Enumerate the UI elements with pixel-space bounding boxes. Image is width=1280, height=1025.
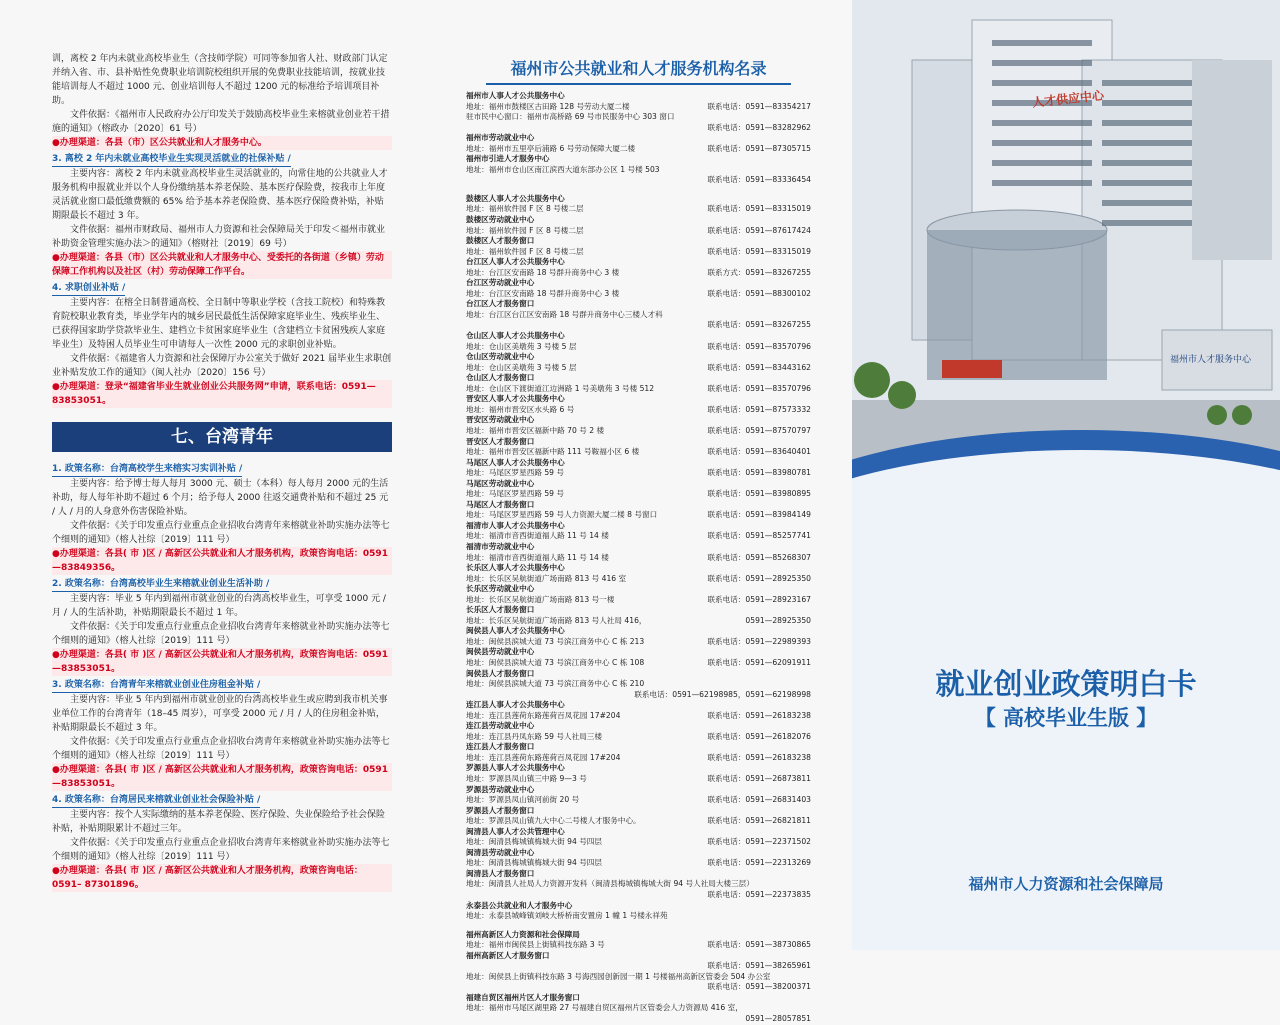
office-name: 闽侯县劳动就业中心	[466, 647, 535, 657]
office-name: 福州市劳动就业中心	[466, 133, 535, 143]
office-address: 地址：马尾区罗星西路 59 号	[466, 468, 565, 478]
directory-line	[466, 637, 811, 648]
directory-line	[466, 972, 811, 983]
office-phone: 联系电话：0591—26821811	[707, 816, 811, 826]
policy-basis: 文件依据：福州市财政局、福州市人力资源和社会保障局关于印发＜福州市就业补助资金管理实施办法＞的通知》（榕财社〔2019〕69 号）	[52, 225, 386, 249]
office-phone: 联系电话：0591—38730865	[707, 940, 811, 950]
office-phone: 0591—28057851	[745, 1014, 811, 1024]
office-phone: 联系电话：0591—62091911	[707, 657, 811, 667]
office-address: 地址：闽清县梅城镇梅城大街 94 号四层	[466, 837, 602, 847]
office-name: 鼓楼区人事人才公共服务中心	[466, 193, 565, 203]
office-address: 地址：福州市晋安区福新中路 111 号鞍福小区 6 楼	[466, 447, 640, 457]
office-address: 地址：福州市晋安区水头路 6 号	[466, 404, 575, 414]
building-sign: 人才供应中心	[1031, 88, 1105, 110]
directory-gap	[466, 186, 811, 194]
channel-note: ● 办理渠道：各县( 市 )区 / 高新区公共就业和人才服务机构，政策咨询电话：0591—83849356。	[52, 547, 392, 575]
directory-line	[466, 289, 811, 300]
office-address: 地址：福州软件园 F 区 8 号楼二层	[466, 204, 584, 214]
office-phone: 联系电话：0591—88300102	[707, 288, 811, 298]
office-phone: 联系电话：0591—87305715	[707, 143, 811, 153]
policy-basis: 文件依据：《福州市人民政府办公厅印发关于鼓励高校毕业生来榕就业创业若干措施的通知》（榕政办〔2020〕61 号）	[52, 110, 390, 134]
directory-line	[466, 405, 811, 416]
directory-line	[466, 795, 811, 806]
office-address: 地址：台江区安南路 18 号群升商务中心 3 楼	[466, 267, 620, 277]
channel-note: ● 办理渠道：各县( 市 )区 / 高新区公共就业和人才服务机构，政策咨询电话：0591– 87301896。	[52, 864, 392, 892]
directory-line	[466, 489, 811, 500]
office-name: 福州市人事人才公共服务中心	[466, 91, 565, 100]
directory-line	[466, 753, 811, 764]
office-phone: 联系电话：0591—26831403	[707, 795, 811, 805]
policy-basis: 文件依据：《关于印发重点行业重点企业招收台湾青年来榕就业补助实施办法等七个细则的通知》（榕人社综〔2019〕111 号）	[52, 737, 390, 761]
directory-line	[466, 226, 811, 237]
office-phone: 联系电话：0591—87570797	[707, 425, 811, 435]
policy-heading: 3. 离校 2 年内未就业高校毕业生实现灵活就业的社保补贴 /	[52, 152, 291, 167]
directory-line	[466, 310, 811, 321]
directory-panel	[466, 55, 811, 1025]
directory-line	[466, 732, 811, 743]
office-address: 地址：福州市闽侯县上街镇科技东路 3 号	[466, 940, 605, 950]
office-address: 地址：罗源县凤山镇河前街 20 号	[466, 795, 580, 805]
directory-line	[466, 890, 811, 901]
policy-text: 训，离校 2 年内未就业高校毕业生（含技师学院）可同等参加省人社、财政部门认定并纳入省、市、县补贴性免费职业培训院校组织开展的免费职业技能培训，按就业技能培训每人不超过 1000 元、创业培训每人不超过 1200 元的标准给予培训项目补助。	[52, 54, 388, 106]
channel-note: ● 办理渠道：登录“福建省毕业生就业创业公共服务网”申请，联系电话：0591—83853051。	[52, 380, 392, 408]
office-address: 地址：长乐区吴航街道广场南路 813 号一楼	[466, 594, 615, 604]
office-phone: 联系电话：0591—85257741	[707, 531, 811, 541]
office-name: 罗源县人才服务窗口	[466, 805, 535, 815]
policy-heading: 4. 求职创业补贴 /	[52, 281, 125, 296]
office-phone: 联系电话：0591—83315019	[707, 204, 811, 214]
office-name: 福清市人事人才公共服务中心	[466, 520, 565, 530]
directory-line	[466, 858, 811, 869]
directory-line	[466, 144, 811, 155]
policy-heading: 2. 政策名称：台湾高校毕业生来榕就业创业生活补助 /	[52, 577, 269, 592]
office-name: 福州高新区人力资源和社会保障局	[466, 929, 580, 939]
directory-line	[466, 468, 811, 479]
policy-heading: 4. 政策名称：台湾居民来榕就业创业社会保险补贴 /	[52, 793, 260, 808]
office-phone: 联系电话：0591—87573332	[707, 404, 811, 414]
policy-text: 主要内容：毕业 5 年内到福州市就业创业的台湾高校毕业生，可享受 1000 元 / 月 / 人的生活补助，补贴期限最长不超过 1 年。	[52, 594, 386, 618]
directory-line	[466, 679, 811, 690]
office-name: 福清市劳动就业中心	[466, 541, 535, 551]
directory-line	[466, 690, 811, 701]
directory-line	[466, 426, 811, 437]
office-phone: 联系电话：0591—83336454	[707, 175, 811, 185]
cover-subtitle: 【 高校毕业生版 】	[974, 706, 1158, 730]
office-phone: 联系电话：0591—28923167	[707, 594, 811, 604]
directory-line	[466, 102, 811, 113]
directory-line	[466, 1014, 811, 1025]
directory-line	[466, 982, 811, 993]
directory-line	[466, 816, 811, 827]
directory-line	[466, 531, 811, 542]
policy-text: 主要内容：毕业 5 年内到福州市就业创业的台湾高校毕业生或应聘到我市机关事业单位工作的台湾青年（18–45 周岁），可享受 2000 元 / 月 / 人的住房租金补贴，补贴期限最长不超过 3 年。	[52, 695, 388, 733]
office-name: 马尾区人事人才公共服务中心	[466, 457, 565, 467]
office-name: 福州高新区人才服务窗口	[466, 950, 550, 960]
directory-line	[466, 447, 811, 458]
office-address: 地址：闽侯县滨城大道 73 号滨江商务中心 C 栋 213	[466, 636, 645, 646]
office-name: 闽清县人才服务窗口	[466, 868, 535, 878]
office-phone: 联系电话：0591—83640401	[707, 447, 811, 457]
cover-panel	[852, 0, 1280, 950]
office-phone: 联系电话：0591—83980781	[707, 468, 811, 478]
office-address: 地址：仓山区美墩苑 3 号楼 5 层	[466, 362, 577, 372]
directory-line	[466, 112, 811, 123]
directory-title: 福州市公共就业和人才服务机构名录	[486, 55, 791, 85]
office-phone: 联系电话：0591—83980895	[707, 489, 811, 499]
office-address: 地址：福州市鼓楼区古田路 128 号劳动大厦二楼	[466, 101, 630, 111]
directory-line	[466, 574, 811, 585]
directory-line	[466, 204, 811, 215]
office-name: 闽侯县人事人才公共服务中心	[466, 626, 565, 636]
office-name: 连江县人才服务窗口	[466, 742, 535, 752]
office-name: 闽清县劳动就业中心	[466, 847, 535, 857]
office-phone: 联系电话：0591—38265961	[707, 961, 811, 971]
section-banner: 七、台湾青年	[52, 422, 392, 452]
office-name: 闽清县人事人才公共管理中心	[466, 826, 565, 836]
policy-basis: 文件依据：《关于印发重点行业重点企业招收台湾青年来榕就业补助实施办法等七个细则的通知》（榕人社综〔2019〕111 号）	[52, 838, 390, 862]
office-address: 地址：永泰县城峰镇刘岐大桥桥南安置房 1 幢 1 号楼永祥苑	[466, 911, 668, 921]
office-address: 地址：罗源县凤山镇三中路 9—3 号	[466, 774, 587, 783]
office-phone: 联系电话：0591—83315019	[707, 246, 811, 256]
channel-note: ● 办理渠道：各县( 市 )区 / 高新区公共就业和人才服务机构，政策咨询电话：0591—83853051。	[52, 648, 392, 676]
office-address: 驻市民中心窗口：福州市高桥路 69 号市民服务中心 303 窗口	[466, 112, 675, 122]
directory-line	[466, 384, 811, 395]
office-name: 仓山区人事人才公共服务中心	[466, 331, 565, 341]
directory-line	[466, 247, 811, 258]
policy-text: 主要内容：给予博士每人每月 3000 元、硕士（本科）每人每月 2000 元的生活补助，每人每年补助不超过 6 个月；给予每人 2000 往返交通费补贴和不超过 25 元 / 人 / 月的人身意外伤害保险补贴。	[52, 479, 389, 517]
office-phone: 联系电话：0591—83282962	[707, 122, 811, 132]
office-address: 地址：闽侯县上街镇科技东路 3 号海西园创新园一期 1 号楼福州高新区管委会 504 办公室	[466, 971, 771, 981]
office-address: 地址：闽侯县滨城大道 73 号滨江商务中心 C 栋 108	[466, 657, 645, 667]
directory-line	[466, 711, 811, 722]
office-phone: 联系电话：0591—83443162	[707, 362, 811, 372]
directory-line	[466, 940, 811, 951]
office-address: 地址：连江县丹凤东路 59 号人社局三楼	[466, 731, 602, 741]
office-address: 地址：福清市音西街道福人路 11 号 14 楼	[466, 531, 609, 541]
policy-panel	[52, 52, 392, 892]
office-phone: 联系电话：0591—83984149	[707, 510, 811, 520]
policy-basis: 文件依据：《关于印发重点行业重点企业招收台湾青年来榕就业补助实施办法等七个细则的通知》（榕人社综〔2019〕111 号）	[52, 521, 390, 545]
directory-line	[466, 510, 811, 521]
directory-line	[466, 837, 811, 848]
office-name: 长乐区人事人才公共服务中心	[466, 563, 565, 573]
directory-line	[466, 320, 811, 331]
office-address: 地址：闽侯县滨城大道 73 号滨江商务中心 C 栋 210	[466, 679, 645, 689]
office-name: 马尾区人才服务窗口	[466, 499, 535, 509]
office-name: 连江县劳动就业中心	[466, 721, 535, 731]
office-name: 鼓楼区劳动就业中心	[466, 215, 535, 225]
directory-line	[466, 175, 811, 186]
directory-line	[466, 342, 811, 353]
channel-note: ● 办理渠道：各县( 市 )区 / 高新区公共就业和人才服务机构，政策咨询电话：0591—83853051。	[52, 763, 392, 791]
office-phone: 0591—28925350	[745, 615, 811, 625]
office-phone: 联系电话：0591—83354217	[707, 101, 811, 111]
office-name: 长乐区人才服务窗口	[466, 605, 535, 615]
directory-line	[466, 363, 811, 374]
directory-line	[466, 658, 811, 669]
office-address: 地址：闽清县梅城镇梅城大街 94 号四层	[466, 858, 602, 868]
office-address: 地址：马尾区罗星西路 59 号人力资源大厦二楼 8 号窗口	[466, 510, 658, 520]
directory-line	[466, 553, 811, 564]
office-phone: 联系电话：0591—22371502	[707, 837, 811, 847]
office-phone: 联系电话：0591—83570796	[707, 341, 811, 351]
office-name: 福州市引进人才服务中心	[466, 154, 550, 164]
building-plaque: 福州市人才服务中心	[1170, 355, 1252, 365]
office-address: 地址：长乐区吴航街道广场南路 813 号人社局 416，	[466, 615, 647, 625]
office-phone: 联系电话：0591—26873811	[707, 774, 811, 783]
office-address: 地址：福清市音西街道福人路 11 号 14 楼	[466, 552, 609, 562]
office-name: 晋安区人事人才公共服务中心	[466, 394, 565, 404]
office-address: 地址：闽清县人社局人力资源开发科（闽清县梅城镇梅城大街 94 号人社局大楼三层）	[466, 879, 754, 889]
office-address: 地址：福州市五里亭后浦路 6 号劳动保障大厦二楼	[466, 143, 636, 153]
office-address: 地址：仓山区下渡街道江边洲路 1 号美墩苑 3 号楼 512	[466, 383, 655, 393]
directory-line	[466, 879, 811, 890]
directory-line	[466, 165, 811, 176]
office-name: 台江区劳动就业中心	[466, 278, 535, 288]
office-phone: 联系电话：0591—38200371	[707, 982, 811, 992]
office-phone: 联系电话：0591—26183238	[707, 752, 811, 762]
directory-line	[466, 123, 811, 134]
office-phone: 联系电话：0591—26183238	[707, 710, 811, 720]
channel-note: ● 办理渠道：各县（市）区公共就业和人才服务中心。	[52, 136, 392, 150]
office-phone: 联系电话：0591—28925350	[707, 573, 811, 583]
office-phone: 联系电话：0591—62198985，0591—62198998	[634, 689, 811, 699]
office-phone: 联系电话：0591—22989393	[707, 636, 811, 646]
office-address: 地址：长乐区吴航街道广场南路 813 号 416 室	[466, 573, 627, 583]
office-address: 地址：仓山区美墩苑 3 号楼 5 层	[466, 341, 577, 351]
directory-line	[466, 911, 811, 922]
office-name: 长乐区劳动就业中心	[466, 584, 535, 594]
office-phone: 联系电话：0591—26182076	[707, 731, 811, 741]
office-name: 罗源县人事人才公共服务中心	[466, 763, 565, 773]
office-address: 地址：罗源县凤山镇九大中心二号楼人才服务中心。	[466, 816, 641, 826]
directory-gap	[466, 922, 811, 930]
office-phone: 联系电话：0591—87617424	[707, 225, 811, 235]
office-address: 地址：台江区安南路 18 号群升商务中心 3 楼	[466, 288, 620, 298]
building-illustration	[852, 0, 1280, 500]
policy-text: 主要内容：按个人实际缴纳的基本养老保险、医疗保险、失业保险给予社会保险补贴，补贴期限累计不超过三年。	[52, 810, 386, 834]
office-name: 鼓楼区人才服务窗口	[466, 236, 535, 246]
office-address: 地址：马尾区罗星西路 59 号	[466, 489, 565, 499]
office-address: 地址：福州市马尾区湖里路 27 号福建自贸区福州片区管委会人力资源局 416 室，	[466, 1003, 743, 1013]
office-address: 地址：福州市仓山区南江滨西大道东部办公区 1 号楼 503	[466, 164, 660, 174]
office-name: 连江县人事人才公共服务中心	[466, 700, 565, 710]
office-address: 地址：台江区台江区安南路 18 号群升商务中心三楼人才科	[466, 309, 663, 319]
policy-heading: 3. 政策名称：台湾青年来榕就业创业住房租金补贴 /	[52, 678, 260, 693]
policy-basis: 文件依据：《关于印发重点行业重点企业招收台湾青年来榕就业补助实施办法等七个细则的通知》（榕人社综〔2019〕111 号）	[52, 622, 390, 646]
building-photo	[852, 0, 1280, 500]
office-name: 永泰县公共就业和人才服务中心	[466, 900, 573, 910]
office-name: 福建自贸区福州片区人才服务窗口	[466, 992, 580, 1002]
office-name: 马尾区劳动就业中心	[466, 478, 535, 488]
office-name: 晋安区人才服务窗口	[466, 436, 535, 446]
office-phone: 联系电话：0591—22373835	[707, 890, 811, 900]
directory-line	[466, 1003, 811, 1014]
directory-line	[466, 268, 811, 279]
office-phone: 联系电话：0591—83570796	[707, 383, 811, 393]
directory-list	[466, 91, 811, 1025]
issuer-name: 福州市人力资源和社会保障局	[968, 875, 1164, 893]
policy-text: 主要内容：在榕全日制普通高校、全日制中等职业学校（含技工院校）和特殊教育院校职业教育类，毕业学年内的城乡居民最低生活保障家庭毕业生、残疾毕业生、已获得国家助学贷款毕业生、建档立卡贫困家庭毕业生（含建档立卡贫困残疾人家庭毕业生）及特困人员毕业生可申请每人一次性 2000 元的求职创业补贴。	[52, 298, 386, 350]
office-address: 地址：福州市晋安区福新中路 70 号 2 楼	[466, 425, 605, 435]
office-name: 罗源县劳动就业中心	[466, 784, 535, 794]
office-phone: 联系方式：0591—83267255	[707, 267, 811, 277]
directory-line	[466, 616, 811, 627]
policy-basis: 文件依据：《福建省人力资源和社会保障厅办公室关于做好 2021 届毕业生求职创业补贴发放工作的通知》（闽人社办〔2020〕156 号）	[52, 354, 392, 378]
office-name: 仓山区劳动就业中心	[466, 352, 535, 362]
directory-line	[466, 774, 811, 785]
office-name: 台江区人事人才公共服务中心	[466, 257, 565, 267]
office-phone: 联系电话：0591—85268307	[707, 552, 811, 562]
office-phone: 联系电话：0591—83267255	[707, 320, 811, 330]
directory-line	[466, 595, 811, 606]
office-address: 地址：连江县莲荷东路莲荷百凤花园 17#204	[466, 710, 621, 720]
office-address: 地址：连江县莲荷东路莲荷百凤花园 17#204	[466, 752, 621, 762]
channel-note: ● 办理渠道：各县（市）区公共就业和人才服务中心、受委托的各街道（乡镇）劳动保障工作机构以及社区（村）劳动保障工作平台。	[52, 251, 392, 279]
office-name: 闽侯县人才服务窗口	[466, 668, 535, 678]
office-phone: 联系电话：0591—22313269	[707, 858, 811, 868]
office-address: 地址：福州软件园 F 区 8 号楼二层	[466, 225, 584, 235]
office-name: 晋安区劳动就业中心	[466, 415, 535, 425]
policy-heading: 1. 政策名称：台湾高校学生来榕实习实训补贴 /	[52, 462, 242, 477]
policy-text: 主要内容：离校 2 年内未就业高校毕业生灵活就业的，向常住地的公共就业人才服务机构申报就业并以个人身份缴纳基本养老保险、基本医疗保险费，按我市上年度灵活就业窗口最低缴费额的 65% 给予基本养老保险费、基本医疗保险费补贴，补贴期限最长不超过 3 年。	[52, 169, 388, 221]
cover-title: 就业创业政策明白卡	[935, 667, 1197, 701]
office-address: 地址：福州软件园 F 区 8 号楼二层	[466, 246, 584, 256]
office-name: 台江区人才服务窗口	[466, 299, 535, 309]
swoosh-mask	[852, 450, 1280, 680]
office-name: 仓山区人才服务窗口	[466, 373, 535, 383]
